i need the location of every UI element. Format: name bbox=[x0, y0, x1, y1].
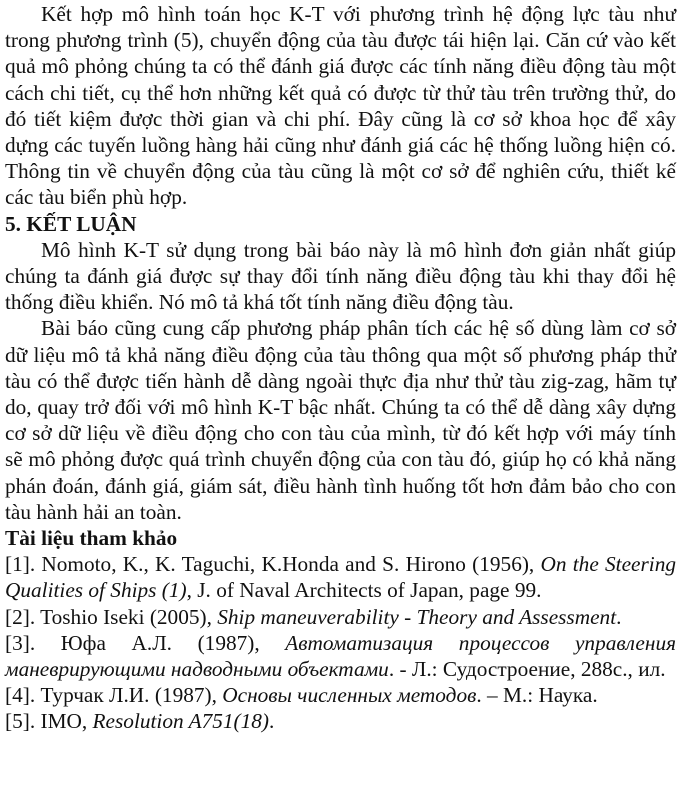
reference-item-3 bbox=[5, 630, 676, 682]
reference-title: Автоматизация процессов управления маневрирующими надводными объектами bbox=[5, 630, 676, 682]
reference-title: On the Steering Qualities of Ships (1) bbox=[5, 552, 677, 603]
reference-authors: [3]. Юфа А.Л. (1987), bbox=[5, 630, 286, 655]
reference-source: , J. of Naval Architects of Japan, page 99. bbox=[186, 578, 542, 603]
conclusion-paragraph: Bài báo cũng cung cấp phương pháp phân tích các hệ số dùng làm cơ sở dữ liệu mô tả khả năng điều động của tàu thông qua một số phương pháp thử tàu có thể được tiến hành dễ dàng ngoài thực địa như thử tàu zig-zag, hãm tự do, quay trở đối với mô hình K-T bậc nhất. Chúng ta có thể dễ dàng xây dựng cơ sở dữ liệu về điều động cho con tàu của mình, từ đó kết hợp với máy tính sẽ mô phỏng được quá trình chuyển động của con tàu đó, giúp họ có khả năng phán đoán, đánh giá, giám sát, điều hành tình huống tốt hơn đảm bảo cho con tàu hành hải an toàn. bbox=[5, 316, 676, 524]
reference-source: . bbox=[269, 709, 275, 734]
reference-title: Resolution A751(18) bbox=[92, 709, 270, 734]
reference-title: Основы численных методов bbox=[222, 683, 477, 708]
section-heading-conclusion: 5. KẾT LUẬN bbox=[5, 211, 137, 236]
reference-item-2 bbox=[5, 604, 676, 630]
reference-authors: [2]. Toshio Iseki (2005), bbox=[5, 604, 218, 629]
reference-authors: [5]. IMO, bbox=[5, 709, 93, 734]
reference-title: Ship maneuverability - Theory and Assessment bbox=[217, 604, 617, 629]
body-paragraph: Kết hợp mô hình toán học K-T với phương trình hệ động lực tàu như trong phương trình (5), chuyển động của tàu được tái hiện lại. Căn cứ vào kết quả mô phỏng chúng ta có thể đánh giá được các tính năng điều động tàu một cách chi tiết, cụ thể hơn những kết quả có được từ thử tàu trên trường thử, do đó tiết kiệm được thời gian và chi phí. Đây cũng là cơ sở khoa học để xây dựng các tuyến luồng hàng hải cũng như đánh giá các hệ thống luồng hiện có. Thông tin về chuyển động của tàu cũng là một cơ sở để nghiên cứu, thiết kế các tàu biển phù hợp. bbox=[5, 2, 676, 210]
reference-authors: [1]. Nomoto, K., K. Taguchi, K.Honda and S. Hirono (1956), bbox=[5, 552, 541, 577]
reference-source: . – М.: Наука. bbox=[476, 683, 598, 708]
conclusion-paragraph: Mô hình K-T sử dụng trong bài báo này là mô hình đơn giản nhất giúp chúng ta đánh giá được sự thay đổi tính năng điều động tàu khi thay đổi hệ thống điều khiển. Nó mô tả khá tốt tính năng điều động tàu. bbox=[5, 237, 676, 315]
references-heading: Tài liệu tham khảo bbox=[5, 526, 178, 551]
reference-authors: [4]. Турчак Л.И. (1987), bbox=[5, 683, 223, 708]
reference-source: . - Л.: Судостроение, 288с., ил. bbox=[388, 657, 666, 682]
reference-item-1 bbox=[5, 551, 676, 603]
reference-item-5 bbox=[5, 708, 676, 734]
reference-source: . bbox=[616, 604, 622, 629]
reference-item-4 bbox=[5, 682, 676, 708]
